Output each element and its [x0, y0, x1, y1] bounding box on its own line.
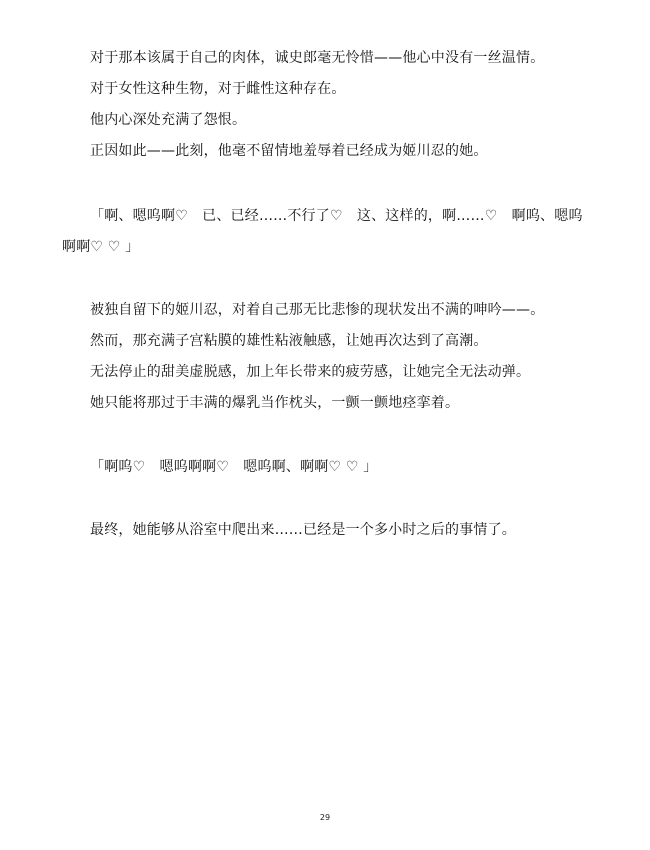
paragraph: 然而，那充满子宫粘膜的雄性粘液触感，让她再次达到了高潮。 — [90, 333, 488, 349]
page-number: 29 — [319, 813, 331, 822]
paragraph: 最终，她能够从浴室中爬出来……已经是一个多小时之后的事情了。 — [90, 522, 516, 538]
paragraph: 被独自留下的姬川忍，对着自己那无比悲惨的现状发出不满的呻吟——。 — [90, 302, 545, 318]
paragraph: 对于那本该属于自己的肉体，诚史郎毫无怜惜——他心中没有一丝温情。 — [90, 50, 545, 66]
paragraph: 对于女性这种生物，对于雌性这种存在。 — [90, 81, 346, 97]
paragraph-group-2 — [62, 295, 592, 419]
dialogue-line: 「啊、嗯呜啊♡ 已、已经……不行了♡ 这、这样的，啊……♡ 啊呜、嗯呜啊啊♡ ♡ 」 — [62, 208, 583, 255]
paragraph: 他内心深处充满了怨恨。 — [90, 112, 247, 128]
paragraph: 她只能将那过于丰满的爆乳当作枕头，一颤一颤地痉挛着。 — [90, 395, 460, 411]
paragraph-group-1 — [62, 43, 592, 167]
dialogue-quote-1 — [62, 201, 592, 263]
closing-paragraph — [62, 515, 592, 546]
paragraph: 正因如此——此刻，他毫不留情地羞辱着已经成为姬川忍的她。 — [90, 143, 488, 159]
dialogue-line: 「啊呜♡ 嗯呜啊啊♡ 嗯呜啊、啊啊♡ ♡ 」 — [90, 459, 378, 475]
paragraph: 无法停止的甜美虚脱感，加上年长带来的疲劳感，让她完全无法动弹。 — [90, 364, 531, 380]
dialogue-quote-2 — [62, 452, 592, 483]
